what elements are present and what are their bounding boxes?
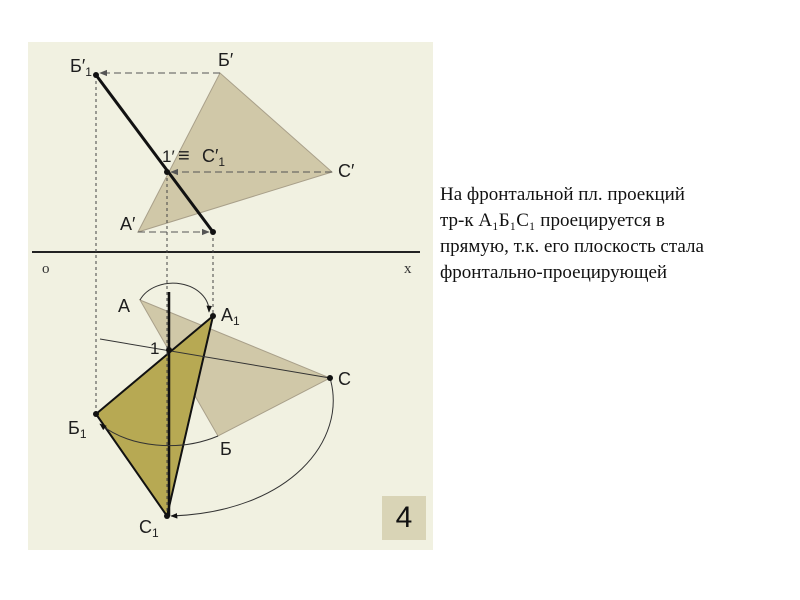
explanation-line: фронтально-проецирующей: [440, 262, 668, 283]
drawing-panel: [28, 42, 433, 550]
label-c1-prime: $C'_1$: [202, 146, 226, 169]
point-c1: [164, 513, 170, 519]
label-b1: $Б_1$: [68, 418, 87, 441]
point-c1-prime: [164, 169, 170, 175]
point-a1: [210, 313, 216, 319]
label-one-prime: 1′: [162, 147, 175, 166]
explanation-line: прямую, т.к. его плоскость стала: [440, 236, 704, 257]
label-c1: $C_1$: [139, 517, 159, 540]
projection-diagram: [28, 42, 433, 550]
point-c: [327, 375, 333, 381]
label-axis-x: x: [404, 261, 412, 277]
label-b-prime: Б′: [218, 50, 234, 70]
explanation-text: [440, 182, 785, 286]
label-equiv: ≡: [178, 145, 190, 167]
label-b1-prime: $Б'_1$: [70, 56, 92, 79]
label-b: Б: [220, 439, 232, 459]
label-b1-sub: 1: [79, 427, 87, 441]
label-c1-sub: 1: [152, 526, 159, 540]
point-a1-prime: [210, 229, 216, 235]
explanation-line: На фронтальной пл. проекций: [440, 184, 685, 205]
label-a-prime: A′: [120, 214, 136, 234]
label-axis-origin: o: [42, 261, 50, 277]
label-a: A: [118, 296, 131, 316]
slide-number-badge: 4: [382, 496, 426, 540]
label-a1: $A_1$: [221, 305, 240, 328]
label-one: 1: [150, 339, 160, 358]
point-b1: [93, 411, 99, 417]
label-a1-sub: 1: [233, 314, 240, 328]
label-c: C: [338, 369, 351, 389]
point-b1-prime: [93, 72, 99, 78]
explanation-line: тр-к A₁Б₁C₁ проецируется в: [440, 210, 665, 231]
label-b1-prime-sub: 1: [85, 65, 92, 79]
label-c-prime: C′: [338, 161, 355, 181]
label-c1-prime-sub: 1: [218, 155, 226, 169]
point-one: [166, 347, 172, 353]
